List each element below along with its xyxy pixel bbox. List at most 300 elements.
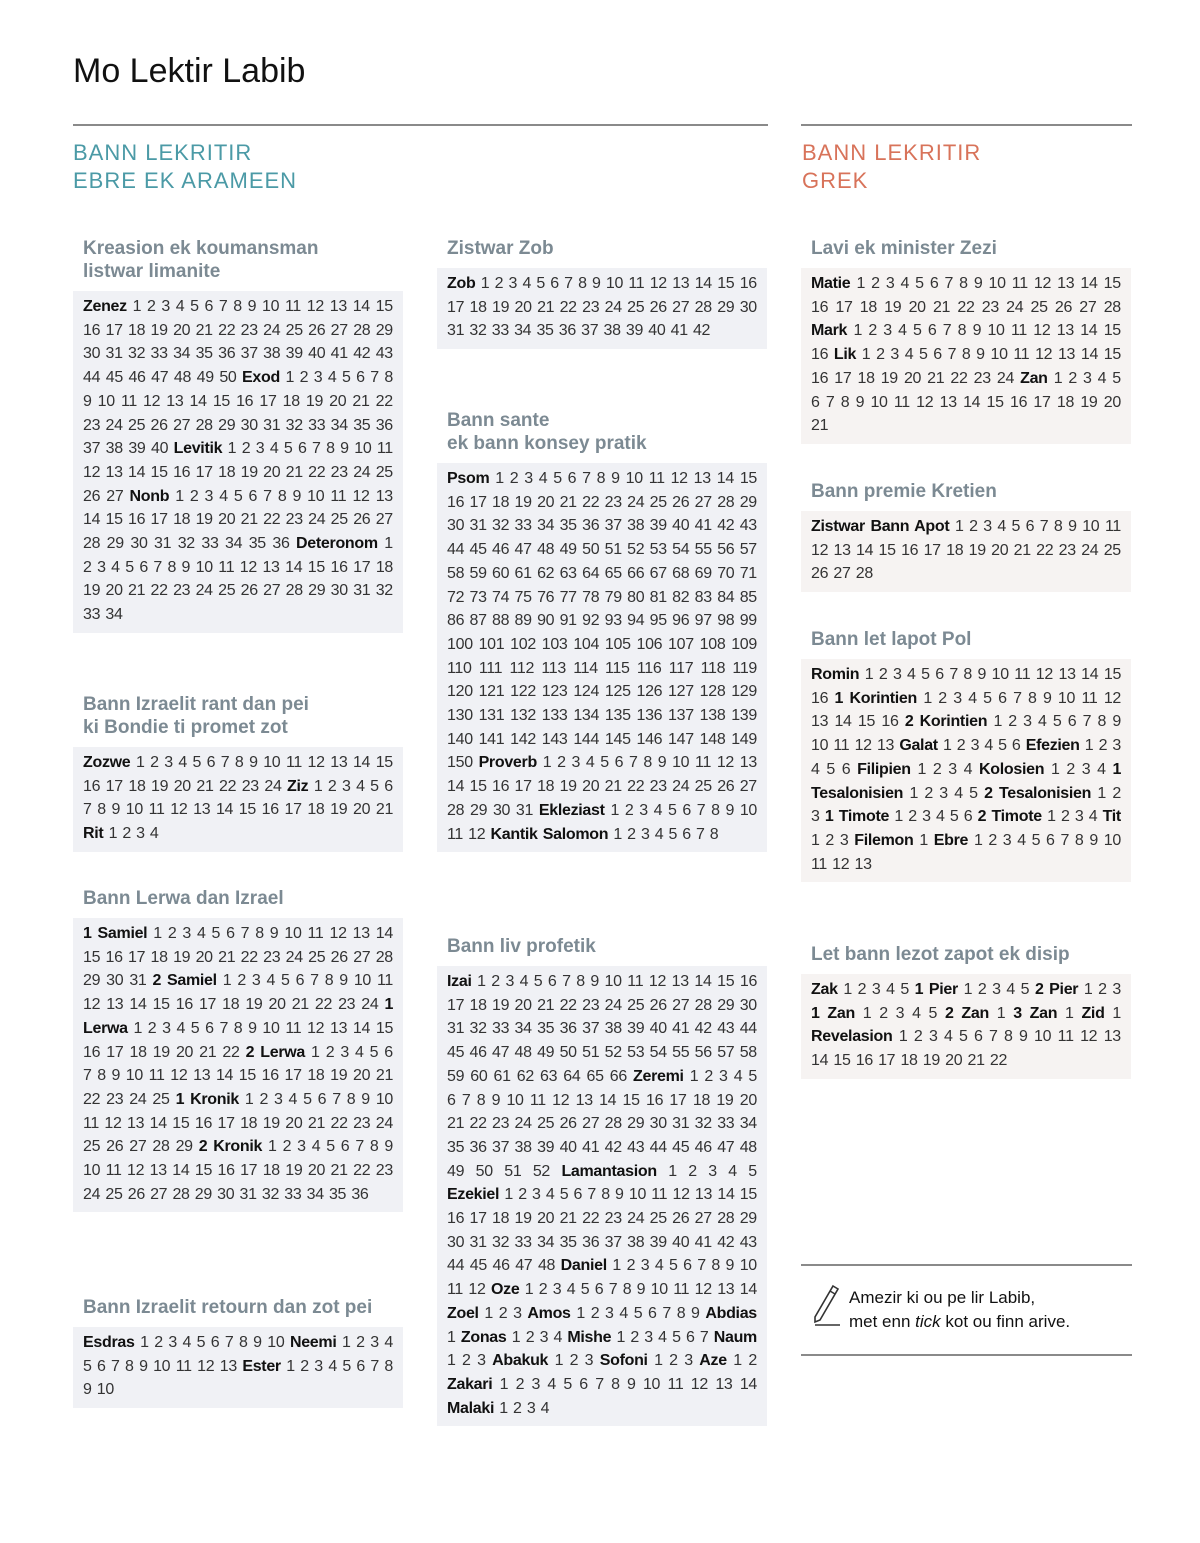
chapter-checkbox[interactable]: 5	[958, 1028, 968, 1046]
chapter-checkbox[interactable]: 37	[604, 1233, 622, 1251]
chapter-checkbox[interactable]: 76	[537, 588, 555, 606]
chapter-checkbox[interactable]: 11	[284, 298, 301, 315]
chapter-checkbox[interactable]: 13	[876, 737, 895, 755]
chapter-checkbox[interactable]: 4	[619, 1304, 628, 1322]
chapter-checkbox[interactable]: 40	[559, 1138, 577, 1156]
chapter-checkbox[interactable]: 28	[195, 416, 213, 434]
chapter-checkbox[interactable]: 1	[480, 275, 490, 292]
chapter-checkbox[interactable]: 148	[699, 730, 726, 748]
chapter-checkbox[interactable]: 21	[559, 1210, 577, 1228]
chapter-checkbox[interactable]: 7	[662, 1304, 671, 1322]
chapter-checkbox[interactable]: 2	[871, 275, 880, 292]
chapter-checkbox[interactable]: 91	[559, 612, 577, 630]
chapter-checkbox[interactable]: 10	[650, 1281, 668, 1299]
chapter-checkbox[interactable]: 103	[541, 635, 568, 653]
chapter-checkbox[interactable]: 142	[510, 730, 536, 748]
chapter-checkbox[interactable]: 41	[672, 1020, 690, 1038]
chapter-checkbox[interactable]: 3	[1081, 760, 1091, 778]
chapter-checkbox[interactable]: 10	[262, 298, 280, 315]
chapter-checkbox[interactable]: 138	[699, 707, 726, 725]
chapter-checkbox[interactable]: 8	[1028, 689, 1037, 707]
chapter-checkbox[interactable]: 5	[190, 298, 199, 315]
chapter-checkbox[interactable]: 11	[1057, 1028, 1074, 1046]
chapter-checkbox[interactable]: 25	[694, 778, 712, 796]
chapter-checkbox[interactable]: 3	[313, 369, 323, 387]
chapter-checkbox[interactable]: 16	[1009, 393, 1028, 411]
chapter-checkbox[interactable]: 36	[218, 345, 236, 363]
chapter-checkbox[interactable]: 21	[196, 777, 214, 795]
chapter-checkbox[interactable]: 15	[172, 1114, 190, 1132]
chapter-checkbox[interactable]: 4	[907, 666, 916, 683]
chapter-checkbox[interactable]: 28	[285, 582, 303, 600]
chapter-checkbox[interactable]: 42	[717, 1233, 735, 1251]
chapter-checkbox[interactable]: 8	[324, 972, 334, 990]
chapter-checkbox[interactable]: 56	[694, 1044, 712, 1062]
chapter-checkbox[interactable]: 20	[908, 298, 926, 316]
chapter-checkbox[interactable]: 83	[694, 588, 712, 606]
chapter-checkbox[interactable]: 15	[717, 973, 735, 990]
chapter-checkbox[interactable]: 19	[1080, 393, 1098, 411]
chapter-checkbox[interactable]: 10	[1082, 518, 1100, 535]
chapter-checkbox[interactable]: 17	[878, 1052, 896, 1070]
chapter-checkbox[interactable]: 9	[1042, 689, 1052, 707]
chapter-checkbox[interactable]: 8	[97, 1067, 106, 1085]
chapter-checkbox[interactable]: 6	[594, 1281, 604, 1299]
chapter-checkbox[interactable]: 28	[855, 565, 873, 583]
chapter-checkbox[interactable]: 9	[83, 392, 92, 410]
chapter-checkbox[interactable]: 82	[672, 588, 690, 606]
chapter-checkbox[interactable]: 11	[627, 973, 644, 990]
chapter-checkbox[interactable]: 8	[384, 1357, 393, 1375]
chapter-checkbox[interactable]: 1	[542, 754, 552, 772]
chapter-checkbox[interactable]: 7	[1039, 518, 1049, 535]
chapter-checkbox[interactable]: 45	[469, 1257, 487, 1275]
chapter-checkbox[interactable]: 1	[499, 1375, 509, 1393]
chapter-checkbox[interactable]: 4	[1006, 981, 1016, 998]
chapter-checkbox[interactable]: 22	[314, 996, 333, 1014]
chapter-checkbox[interactable]: 2	[626, 1257, 636, 1275]
chapter-checkbox[interactable]: 26	[353, 511, 371, 529]
chapter-checkbox[interactable]: 17	[240, 1162, 258, 1180]
chapter-checkbox[interactable]: 15	[83, 948, 101, 966]
chapter-checkbox[interactable]: 15	[150, 463, 168, 481]
chapter-checkbox[interactable]: 6	[933, 346, 942, 364]
chapter-checkbox[interactable]: 10	[991, 666, 1009, 683]
chapter-checkbox[interactable]: 26	[150, 416, 168, 434]
chapter-checkbox[interactable]: 26	[330, 948, 348, 966]
chapter-checkbox[interactable]: 10	[988, 275, 1006, 292]
chapter-checkbox[interactable]: 34	[225, 535, 243, 553]
chapter-checkbox[interactable]: 12	[648, 973, 667, 990]
chapter-checkbox[interactable]: 18	[469, 996, 487, 1014]
chapter-checkbox[interactable]: 14	[149, 1114, 167, 1132]
chapter-checkbox[interactable]: 20	[514, 298, 532, 316]
chapter-checkbox[interactable]: 14	[352, 298, 370, 315]
chapter-checkbox[interactable]: 28	[353, 321, 371, 339]
chapter-checkbox[interactable]: 8	[611, 1375, 620, 1393]
chapter-checkbox[interactable]: 9	[269, 925, 279, 942]
chapter-checkbox[interactable]: 5	[949, 808, 959, 826]
chapter-checkbox[interactable]: 13	[575, 1091, 593, 1109]
chapter-checkbox[interactable]: 24	[1081, 541, 1099, 559]
chapter-checkbox[interactable]: 2	[924, 784, 933, 802]
chapter-checkbox[interactable]: 11	[1081, 689, 1098, 707]
chapter-checkbox[interactable]: 3	[892, 666, 902, 683]
chapter-checkbox[interactable]: 32	[469, 1020, 487, 1038]
chapter-checkbox[interactable]: 22	[375, 392, 393, 410]
chapter-checkbox[interactable]: 7	[153, 558, 162, 576]
chapter-checkbox[interactable]: 22	[950, 369, 968, 387]
chapter-checkbox[interactable]: 2	[590, 1304, 600, 1322]
chapter-checkbox[interactable]: 16	[175, 996, 193, 1014]
chapter-checkbox[interactable]: 1	[140, 1334, 149, 1351]
chapter-checkbox[interactable]: 13	[193, 801, 211, 819]
chapter-checkbox[interactable]: 5	[915, 275, 924, 292]
chapter-checkbox[interactable]: 98	[717, 612, 735, 630]
chapter-checkbox[interactable]: 1	[654, 1352, 663, 1370]
chapter-checkbox[interactable]: 13	[375, 487, 393, 505]
chapter-checkbox[interactable]: 23	[582, 996, 600, 1014]
chapter-checkbox[interactable]: 16	[811, 689, 829, 707]
chapter-checkbox[interactable]: 20	[582, 778, 600, 796]
chapter-checkbox[interactable]: 17	[1033, 393, 1051, 411]
chapter-checkbox[interactable]: 4	[954, 784, 963, 802]
chapter-checkbox[interactable]: 2	[879, 1004, 888, 1022]
chapter-checkbox[interactable]: 32	[261, 1185, 280, 1203]
chapter-checkbox[interactable]: 1	[227, 440, 237, 458]
chapter-checkbox[interactable]: 13	[219, 1357, 237, 1375]
chapter-checkbox[interactable]: 2	[150, 754, 159, 771]
chapter-checkbox[interactable]: 11	[695, 754, 712, 772]
chapter-checkbox[interactable]: 3	[639, 801, 648, 819]
chapter-checkbox[interactable]: 1	[1112, 1004, 1121, 1022]
chapter-checkbox[interactable]: 41	[582, 1138, 600, 1156]
chapter-checkbox[interactable]: 14	[739, 1375, 758, 1393]
chapter-checkbox[interactable]: 16	[83, 321, 101, 339]
chapter-checkbox[interactable]: 28	[717, 1210, 735, 1228]
chapter-checkbox[interactable]: 11	[1014, 666, 1031, 683]
chapter-checkbox[interactable]: 19	[285, 1162, 303, 1180]
chapter-checkbox[interactable]: 2	[147, 298, 156, 315]
chapter-checkbox[interactable]: 13	[127, 1114, 145, 1132]
chapter-checkbox[interactable]: 34	[537, 1233, 555, 1251]
chapter-checkbox[interactable]: 24	[1006, 298, 1024, 316]
chapter-checkbox[interactable]: 17	[198, 996, 217, 1014]
chapter-checkbox[interactable]: 1	[222, 972, 232, 990]
chapter-checkbox[interactable]: 5	[998, 737, 1007, 755]
chapter-checkbox[interactable]: 3	[605, 1304, 614, 1322]
chapter-checkbox[interactable]: 26	[127, 1185, 145, 1203]
chapter-checkbox[interactable]: 9	[249, 754, 258, 771]
chapter-checkbox[interactable]: 1	[384, 535, 393, 553]
chapter-checkbox[interactable]: 3	[513, 1304, 522, 1322]
chapter-checkbox[interactable]: 30	[217, 1185, 235, 1203]
chapter-checkbox[interactable]: 33	[492, 1020, 510, 1038]
chapter-checkbox[interactable]: 7	[263, 487, 272, 505]
chapter-checkbox[interactable]: 2	[154, 1334, 163, 1351]
chapter-checkbox[interactable]: 31	[672, 1115, 690, 1133]
chapter-checkbox[interactable]: 6	[685, 1328, 695, 1346]
chapter-checkbox[interactable]: 38	[105, 440, 123, 458]
chapter-checkbox[interactable]: 11	[447, 825, 464, 843]
chapter-checkbox[interactable]: 20	[173, 321, 191, 339]
chapter-checkbox[interactable]: 45	[672, 1138, 690, 1156]
chapter-checkbox[interactable]: 3	[164, 754, 173, 771]
chapter-checkbox[interactable]: 7	[697, 1257, 706, 1275]
chapter-checkbox[interactable]: 106	[636, 635, 663, 653]
chapter-checkbox[interactable]: 1	[511, 1328, 521, 1346]
chapter-checkbox[interactable]: 15	[375, 754, 393, 771]
chapter-checkbox[interactable]: 1	[1047, 808, 1056, 826]
chapter-checkbox[interactable]: 4	[963, 760, 973, 778]
chapter-checkbox[interactable]: 17	[469, 1210, 487, 1228]
chapter-checkbox[interactable]: 4	[585, 754, 595, 772]
chapter-checkbox[interactable]: 99	[739, 612, 757, 630]
chapter-checkbox[interactable]: 10	[1103, 831, 1121, 849]
chapter-checkbox[interactable]: 20	[537, 493, 555, 511]
chapter-checkbox[interactable]: 16	[173, 463, 191, 481]
chapter-checkbox[interactable]: 6	[447, 1091, 456, 1109]
chapter-checkbox[interactable]: 81	[649, 588, 667, 606]
chapter-checkbox[interactable]: 43	[627, 1138, 645, 1156]
chapter-checkbox[interactable]: 48	[739, 1138, 757, 1156]
chapter-checkbox[interactable]: 22	[627, 778, 645, 796]
chapter-checkbox[interactable]: 39	[625, 322, 644, 340]
chapter-checkbox[interactable]: 8	[711, 1257, 721, 1275]
chapter-checkbox[interactable]: 11	[218, 558, 235, 576]
chapter-checkbox[interactable]: 12	[306, 298, 324, 315]
chapter-checkbox[interactable]: 3	[839, 831, 849, 849]
chapter-checkbox[interactable]: 28	[375, 948, 393, 966]
chapter-checkbox[interactable]: 1	[923, 689, 932, 707]
chapter-checkbox[interactable]: 9	[361, 1090, 370, 1108]
chapter-checkbox[interactable]: 7	[699, 1328, 709, 1346]
chapter-checkbox[interactable]: 4	[1097, 369, 1107, 387]
chapter-checkbox[interactable]: 95	[649, 612, 667, 630]
chapter-checkbox[interactable]: 10	[506, 1091, 524, 1109]
chapter-checkbox[interactable]: 9	[1089, 831, 1098, 849]
chapter-checkbox[interactable]: 22	[582, 1210, 600, 1228]
chapter-checkbox[interactable]: 1	[612, 1257, 622, 1275]
chapter-checkbox[interactable]: 7	[83, 801, 92, 819]
chapter-checkbox[interactable]: 5	[969, 784, 978, 802]
chapter-checkbox[interactable]: 28	[717, 493, 735, 511]
chapter-checkbox[interactable]: 11	[175, 1357, 192, 1375]
chapter-checkbox[interactable]: 19	[514, 493, 532, 511]
chapter-checkbox[interactable]: 5	[983, 689, 992, 707]
chapter-checkbox[interactable]: 4	[566, 1281, 576, 1299]
chapter-checkbox[interactable]: 69	[694, 564, 712, 582]
chapter-checkbox[interactable]: 5	[536, 275, 545, 292]
chapter-checkbox[interactable]: 42	[604, 1138, 622, 1156]
chapter-checkbox[interactable]: 6	[226, 925, 235, 942]
chapter-checkbox[interactable]: 30	[492, 801, 511, 819]
chapter-checkbox[interactable]: 20	[537, 1210, 555, 1228]
chapter-checkbox[interactable]: 24	[285, 948, 303, 966]
chapter-checkbox[interactable]: 16	[447, 1210, 465, 1228]
chapter-checkbox[interactable]: 3	[532, 1186, 541, 1204]
chapter-checkbox[interactable]: 16	[128, 511, 146, 529]
chapter-checkbox[interactable]: 21	[240, 511, 258, 529]
chapter-checkbox[interactable]: 4	[327, 369, 337, 387]
chapter-checkbox[interactable]: 10	[672, 754, 690, 772]
chapter-checkbox[interactable]: 28	[83, 535, 101, 553]
chapter-checkbox[interactable]: 23	[285, 511, 303, 529]
chapter-checkbox[interactable]: 12	[239, 558, 257, 576]
chapter-checkbox[interactable]: 13	[1057, 275, 1075, 292]
chapter-checkbox[interactable]: 7	[218, 298, 228, 315]
chapter-checkbox[interactable]: 17	[195, 463, 213, 481]
chapter-checkbox[interactable]: 27	[150, 1185, 168, 1203]
chapter-checkbox[interactable]: 1	[244, 1090, 254, 1108]
chapter-checkbox[interactable]: 11	[651, 1186, 668, 1204]
chapter-checkbox[interactable]: 4	[354, 1043, 364, 1061]
chapter-checkbox[interactable]: 19	[83, 582, 101, 600]
chapter-checkbox[interactable]: 18	[692, 1091, 711, 1109]
chapter-checkbox[interactable]: 2	[325, 1043, 335, 1061]
chapter-checkbox[interactable]: 25	[105, 1185, 123, 1203]
chapter-checkbox[interactable]: 114	[573, 659, 598, 677]
chapter-checkbox[interactable]: 33	[514, 1233, 532, 1251]
chapter-checkbox[interactable]: 63	[540, 1067, 558, 1085]
chapter-checkbox[interactable]: 13	[1057, 346, 1076, 364]
chapter-checkbox[interactable]: 6	[139, 558, 148, 576]
chapter-checkbox[interactable]: 31	[129, 972, 147, 990]
chapter-checkbox[interactable]: 15	[212, 392, 231, 410]
chapter-checkbox[interactable]: 4	[288, 1090, 298, 1108]
chapter-checkbox[interactable]: 129	[731, 683, 757, 701]
chapter-checkbox[interactable]: 18	[240, 1114, 258, 1132]
chapter-checkbox[interactable]: 23	[240, 321, 258, 339]
chapter-checkbox[interactable]: 11	[811, 855, 828, 873]
chapter-checkbox[interactable]: 93	[604, 612, 622, 630]
chapter-checkbox[interactable]: 2	[1008, 713, 1017, 731]
chapter-checkbox[interactable]: 2	[509, 470, 519, 487]
chapter-checkbox[interactable]: 17	[105, 321, 123, 339]
chapter-checkbox[interactable]: 27	[739, 778, 757, 796]
chapter-checkbox[interactable]: 10	[739, 801, 758, 819]
chapter-checkbox[interactable]: 47	[717, 1138, 735, 1156]
chapter-checkbox[interactable]: 1	[135, 754, 145, 771]
chapter-checkbox[interactable]: 1	[311, 1043, 320, 1061]
chapter-checkbox[interactable]: 14	[694, 275, 712, 292]
chapter-checkbox[interactable]: 34	[330, 416, 348, 434]
chapter-checkbox[interactable]: 9	[591, 275, 601, 292]
chapter-checkbox[interactable]: 20	[514, 996, 532, 1014]
chapter-checkbox[interactable]: 14	[739, 1281, 757, 1299]
chapter-checkbox[interactable]: 9	[976, 346, 985, 364]
chapter-checkbox[interactable]: 5	[369, 1043, 379, 1061]
chapter-checkbox[interactable]: 8	[233, 298, 242, 315]
chapter-checkbox[interactable]: 31	[469, 1233, 487, 1251]
chapter-checkbox[interactable]: 23	[106, 1090, 124, 1108]
chapter-checkbox[interactable]: 137	[668, 707, 694, 725]
chapter-checkbox[interactable]: 10	[353, 972, 372, 990]
chapter-checkbox[interactable]: 2	[1112, 784, 1121, 802]
chapter-checkbox[interactable]: 18	[129, 1043, 147, 1061]
chapter-checkbox[interactable]: 30	[739, 996, 757, 1014]
chapter-checkbox[interactable]: 1	[613, 825, 623, 843]
chapter-checkbox[interactable]: 13	[671, 973, 689, 990]
chapter-checkbox[interactable]: 43	[739, 517, 757, 535]
chapter-checkbox[interactable]: 2	[494, 275, 504, 292]
chapter-checkbox[interactable]: 1	[286, 1357, 295, 1375]
chapter-checkbox[interactable]: 2	[167, 925, 177, 942]
chapter-checkbox[interactable]: 107	[668, 635, 694, 653]
chapter-checkbox[interactable]: 6	[97, 1357, 106, 1375]
chapter-checkbox[interactable]: 4	[356, 777, 365, 795]
chapter-checkbox[interactable]: 5	[1020, 981, 1030, 998]
chapter-checkbox[interactable]: 58	[739, 1044, 757, 1062]
chapter-checkbox[interactable]: 21	[559, 493, 577, 511]
chapter-checkbox[interactable]: 1	[268, 1138, 277, 1156]
chapter-checkbox[interactable]: 1	[843, 981, 852, 998]
chapter-checkbox[interactable]: 24	[375, 1114, 393, 1132]
chapter-checkbox[interactable]: 11	[376, 972, 393, 990]
chapter-checkbox[interactable]: 38	[603, 322, 621, 340]
chapter-checkbox[interactable]: 14	[375, 925, 393, 942]
chapter-checkbox[interactable]: 19	[968, 541, 986, 559]
chapter-checkbox[interactable]: 21	[932, 298, 951, 316]
chapter-checkbox[interactable]: 8	[711, 801, 720, 819]
chapter-checkbox[interactable]: 31	[469, 517, 487, 535]
chapter-checkbox[interactable]: 9	[292, 487, 302, 505]
chapter-checkbox[interactable]: 6	[935, 666, 944, 683]
chapter-checkbox[interactable]: 26	[240, 582, 258, 600]
chapter-checkbox[interactable]: 4	[111, 558, 120, 576]
chapter-checkbox[interactable]: 1	[447, 1352, 456, 1370]
chapter-checkbox[interactable]: 117	[668, 659, 694, 677]
chapter-checkbox[interactable]: 3	[684, 1352, 693, 1370]
chapter-checkbox[interactable]: 12	[307, 1019, 325, 1037]
chapter-checkbox[interactable]: 21	[307, 1114, 326, 1132]
chapter-checkbox[interactable]: 13	[330, 1019, 348, 1037]
chapter-checkbox[interactable]: 4	[178, 754, 187, 771]
chapter-checkbox[interactable]: 34	[105, 606, 123, 624]
chapter-checkbox[interactable]: 4	[654, 825, 664, 843]
chapter-checkbox[interactable]: 4	[519, 973, 529, 990]
chapter-checkbox[interactable]: 2	[122, 825, 131, 843]
chapter-checkbox[interactable]: 37	[581, 322, 599, 340]
chapter-checkbox[interactable]: 19	[262, 1114, 280, 1132]
chapter-checkbox[interactable]: 3	[526, 1399, 536, 1417]
chapter-checkbox[interactable]: 6	[1067, 713, 1077, 731]
chapter-checkbox[interactable]: 17	[923, 541, 941, 559]
chapter-checkbox[interactable]: 11	[648, 470, 665, 487]
chapter-checkbox[interactable]: 1	[175, 487, 184, 505]
chapter-checkbox[interactable]: 37	[582, 1020, 600, 1038]
chapter-checkbox[interactable]: 1	[1097, 784, 1107, 802]
chapter-checkbox[interactable]: 7	[312, 440, 321, 458]
chapter-checkbox[interactable]: 23	[173, 582, 191, 600]
chapter-checkbox[interactable]: 9	[977, 666, 987, 683]
chapter-checkbox[interactable]: 134	[573, 707, 600, 725]
chapter-checkbox[interactable]: 102	[510, 635, 536, 653]
chapter-checkbox[interactable]: 17	[284, 801, 302, 819]
chapter-checkbox[interactable]: 5	[83, 1357, 92, 1375]
chapter-checkbox[interactable]: 10	[83, 1162, 101, 1180]
chapter-checkbox[interactable]: 2	[878, 666, 888, 683]
chapter-checkbox[interactable]: 3	[370, 1334, 379, 1351]
chapter-checkbox[interactable]: 27	[106, 487, 124, 505]
chapter-checkbox[interactable]: 16	[330, 558, 348, 576]
chapter-checkbox[interactable]: 92	[582, 612, 600, 630]
chapter-checkbox[interactable]: 143	[541, 730, 568, 748]
chapter-checkbox[interactable]: 33	[284, 1185, 302, 1203]
chapter-checkbox[interactable]: 17	[128, 948, 146, 966]
chapter-checkbox[interactable]: 15	[717, 275, 735, 292]
chapter-checkbox[interactable]: 26	[649, 996, 667, 1014]
